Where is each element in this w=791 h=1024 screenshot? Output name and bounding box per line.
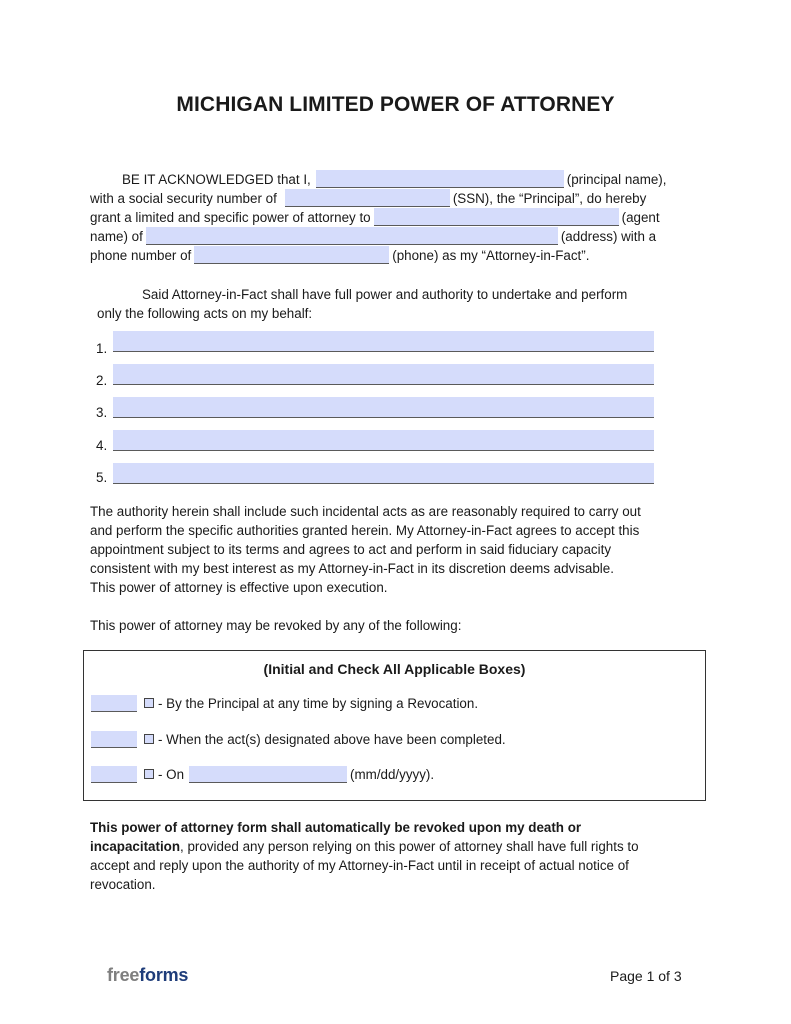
revoke-intro: This power of attorney may be revoked by any of the following:: [90, 618, 462, 633]
death-clause-line-3: accept and reply upon the authority of my Attorney-in-Fact until in receipt of actual notice of: [90, 858, 629, 873]
act-number: 2.: [96, 373, 108, 388]
revocation-option-completed: [91, 731, 506, 749]
revocation-box-heading: (Initial and Check All Applicable Boxes): [263, 661, 526, 677]
principal-name-field[interactable]: [316, 170, 564, 188]
intro-text: with a social security number of: [90, 191, 277, 206]
act-1-field[interactable]: [113, 331, 654, 352]
paragraph-line: and perform the specific authorities granted herein. My Attorney-in-Fact agrees to accept this: [90, 523, 640, 538]
agent-name-field[interactable]: [374, 208, 619, 226]
intro-text: (phone) as my “Attorney-in-Fact”.: [392, 248, 590, 263]
intro-text: phone number of: [90, 248, 192, 263]
intro-line-1: [90, 170, 667, 189]
intro-text: (address) with a: [560, 229, 657, 244]
option-label: - On: [158, 767, 185, 782]
option-label: - By the Principal at any time by signing a Revocation.: [158, 696, 479, 711]
revocation-date-field[interactable]: [189, 766, 347, 783]
paragraph-line: appointment subject to its terms and agrees to act and perform in said fiduciary capacity: [90, 542, 612, 557]
death-clause-bold: incapacitation: [90, 839, 181, 854]
intro-text: (SSN), the “Principal”, do hereby: [452, 191, 647, 206]
initials-field[interactable]: [91, 695, 137, 712]
revocation-box: [83, 650, 706, 801]
revocation-option-signing: [91, 695, 478, 713]
acts-intro-line-1: Said Attorney-in-Fact shall have full power and authority to undertake and perform: [142, 287, 628, 302]
death-clause-line-2: [90, 837, 639, 856]
intro-text: BE IT ACKNOWLEDGED that I,: [122, 172, 311, 187]
page-number: Page 1 of 3: [610, 968, 682, 984]
act-3-field[interactable]: [113, 397, 654, 418]
paragraph-line: consistent with my best interest as my Attorney-in-Fact in its discretion deems advisable.: [90, 561, 614, 576]
initials-field[interactable]: [91, 731, 137, 748]
acts-intro-line-2: only the following acts on my behalf:: [97, 306, 313, 321]
ssn-field[interactable]: [285, 189, 450, 207]
date-format-label: (mm/dd/yyyy).: [350, 767, 435, 782]
act-number: 3.: [96, 405, 108, 420]
act-4-field[interactable]: [113, 430, 654, 451]
document-title: MICHIGAN LIMITED POWER OF ATTORNEY: [176, 93, 615, 116]
freeforms-logo: [107, 965, 188, 986]
address-field[interactable]: [146, 227, 558, 245]
intro-text: (agent: [621, 210, 660, 225]
act-number: 4.: [96, 438, 108, 453]
act-number: 1.: [96, 341, 108, 356]
checkbox[interactable]: [144, 698, 154, 708]
intro-line-3: [90, 208, 660, 227]
intro-text: (principal name),: [566, 172, 667, 187]
checkbox[interactable]: [144, 769, 154, 779]
paragraph-line: This power of attorney is effective upon execution.: [90, 580, 388, 595]
intro-line-5: [90, 246, 589, 265]
logo-forms: forms: [139, 965, 189, 985]
act-5-field[interactable]: [113, 463, 654, 484]
checkbox[interactable]: [144, 734, 154, 744]
intro-text: name) of: [90, 229, 143, 244]
paragraph-line: The authority herein shall include such incidental acts as are reasonably required to carry out: [90, 504, 641, 519]
revocation-option-date: [91, 766, 434, 784]
intro-line-4: [90, 227, 656, 246]
intro-text: grant a limited and specific power of attorney to: [90, 210, 371, 225]
option-label: - When the act(s) designated above have been completed.: [158, 732, 506, 747]
death-clause-line-4: revocation.: [90, 877, 156, 892]
death-clause-text: , provided any person relying on this power of attorney shall have full rights to: [180, 839, 639, 854]
logo-free: free: [107, 965, 140, 985]
death-clause-bold: This power of attorney form shall automatically be revoked upon my death or: [90, 820, 582, 835]
phone-field[interactable]: [194, 246, 389, 264]
initials-field[interactable]: [91, 766, 137, 783]
act-number: 5.: [96, 470, 108, 485]
act-2-field[interactable]: [113, 364, 654, 385]
intro-line-2: [90, 189, 646, 208]
